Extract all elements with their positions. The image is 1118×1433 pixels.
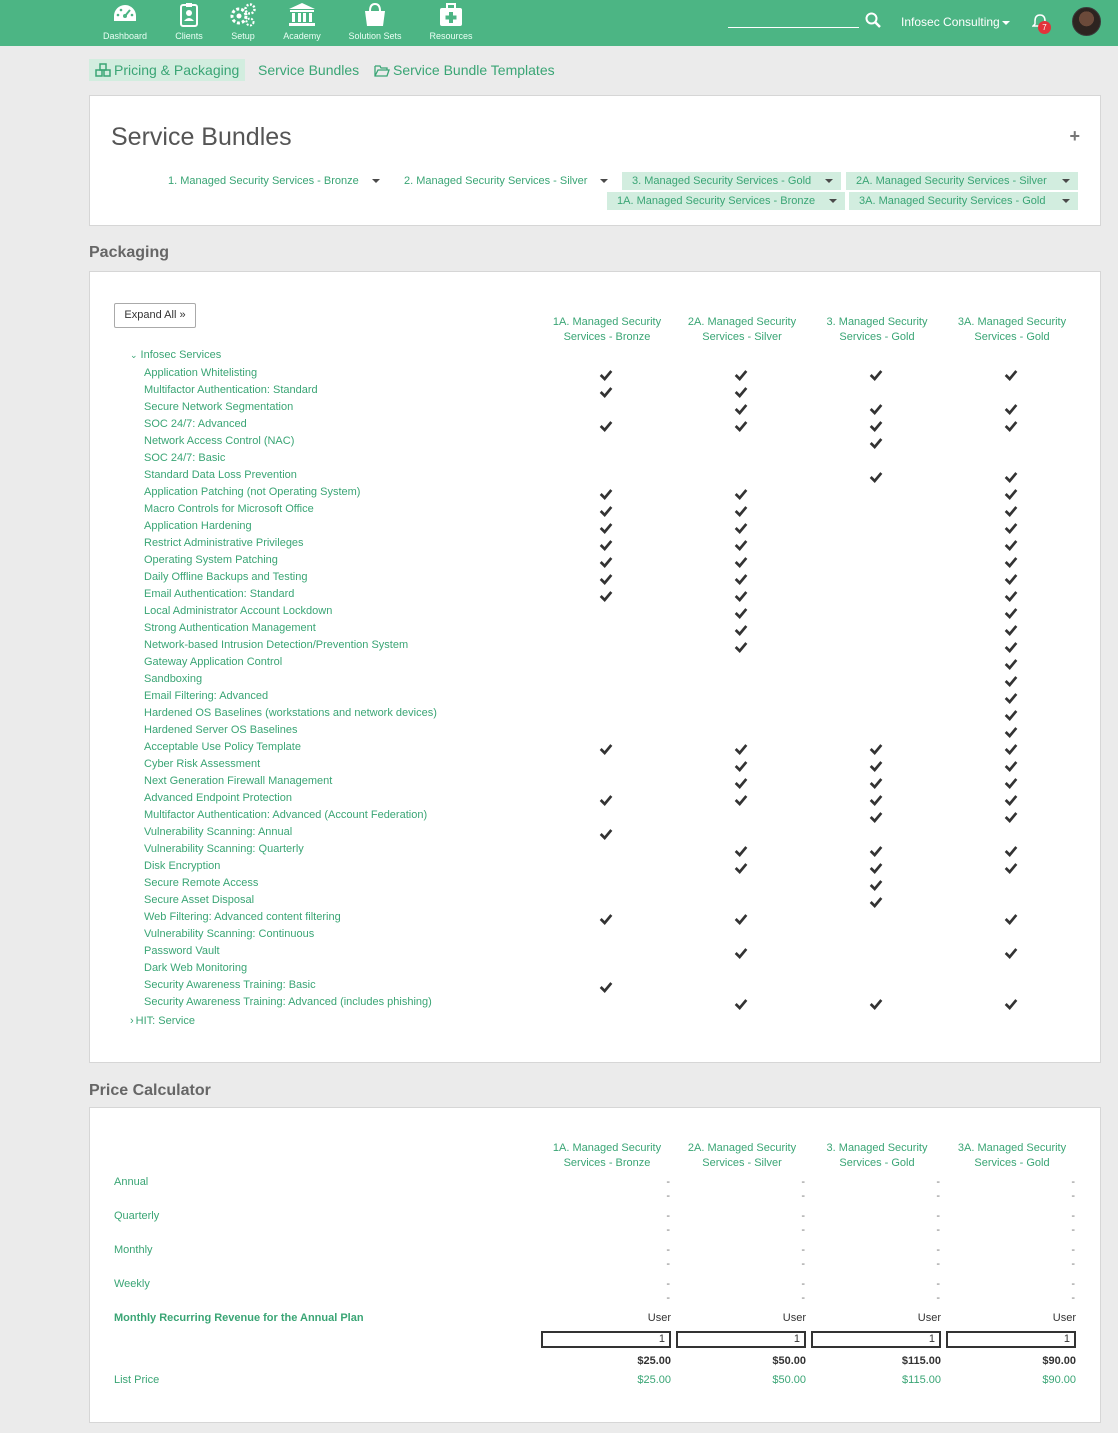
nav-dashboard-label: Dashboard: [102, 31, 148, 41]
check-icon: [1004, 845, 1018, 857]
nav-solution-sets-label: Solution Sets: [348, 31, 402, 41]
chevron-down-icon: ⌄: [130, 350, 138, 360]
bundle-chip-label: 3. Managed Security Services - Gold: [632, 175, 812, 187]
check-icon: [734, 947, 748, 959]
empty-price-cell: -: [936, 1224, 940, 1236]
company-dropdown[interactable]: [901, 15, 1010, 29]
empty-price-cell: -: [1071, 1258, 1075, 1270]
nav-setup-label: Setup: [231, 31, 255, 41]
empty-price-cell: -: [1071, 1210, 1075, 1222]
mrr-label: Monthly Recurring Revenue for the Annual Plan: [114, 1312, 364, 1324]
check-icon: [1004, 607, 1018, 619]
column-header: 2A. Managed Security Services - Silver: [687, 316, 797, 343]
column-header: 2A. Managed Security Services - Silver: [687, 1142, 797, 1169]
check-icon: [734, 369, 748, 381]
empty-price-cell: -: [666, 1278, 670, 1290]
feature-row-label[interactable]: Restrict Administrative Privileges: [144, 537, 304, 549]
feature-row-label[interactable]: Advanced Endpoint Protection: [144, 792, 292, 804]
check-icon: [599, 369, 613, 381]
check-icon: [1004, 624, 1018, 636]
feature-row-label[interactable]: Application Whitelisting: [144, 367, 258, 379]
bundle-chip-selected[interactable]: [846, 172, 1078, 190]
check-icon: [1004, 709, 1018, 721]
check-icon: [1004, 539, 1018, 551]
check-icon: [1004, 556, 1018, 568]
empty-price-cell: -: [936, 1278, 940, 1290]
check-icon: [1004, 471, 1018, 483]
list-price-label: List Price: [114, 1374, 160, 1386]
list-price: $25.00: [637, 1374, 671, 1386]
list-price: $115.00: [902, 1374, 941, 1386]
empty-price-cell: -: [666, 1258, 670, 1270]
empty-price-cell: -: [801, 1224, 805, 1236]
chevron-down-icon[interactable]: [600, 179, 608, 183]
check-icon: [869, 420, 883, 432]
top-navbar: [0, 0, 1118, 46]
check-icon: [869, 998, 883, 1010]
check-icon: [1004, 913, 1018, 925]
check-icon: [869, 369, 883, 381]
check-icon: [1004, 692, 1018, 704]
price-calculator-panel: [89, 1107, 1101, 1423]
feature-row-label[interactable]: Secure Network Segmentation: [144, 401, 294, 413]
check-icon: [869, 760, 883, 772]
period-weekly: Weekly: [114, 1278, 150, 1290]
check-icon: [734, 777, 748, 789]
total-price: $50.00: [772, 1355, 806, 1367]
check-icon: [1004, 794, 1018, 806]
check-icon: [599, 828, 613, 840]
bundle-chip-label: 3A. Managed Security Services - Gold: [859, 195, 1046, 207]
check-icon: [1004, 777, 1018, 789]
unit-label: User: [782, 1312, 806, 1324]
feature-row-label[interactable]: Application Patching (not Operating System): [144, 486, 361, 498]
bundle-chip[interactable]: [158, 172, 388, 190]
check-icon: [1004, 522, 1018, 534]
empty-price-cell: -: [936, 1258, 940, 1270]
tab-pricing-label: Pricing & Packaging: [114, 62, 240, 78]
packaging-panel: [89, 271, 1101, 1063]
check-icon: [1004, 369, 1018, 381]
feature-row-label[interactable]: Vulnerability Scanning: Continuous: [144, 928, 315, 940]
packaging-heading: Packaging: [89, 244, 170, 261]
check-icon: [1004, 403, 1018, 415]
folder-open-icon: [374, 64, 390, 77]
check-icon: [869, 743, 883, 755]
check-icon: [869, 862, 883, 874]
empty-price-cell: -: [936, 1190, 940, 1202]
academy-icon: [288, 2, 316, 28]
check-icon: [599, 420, 613, 432]
period-quarterly: Quarterly: [114, 1210, 160, 1222]
bundle-chip-selected[interactable]: [607, 192, 845, 210]
tab-pricing-packaging[interactable]: [89, 59, 245, 81]
empty-price-cell: -: [936, 1176, 940, 1188]
feature-row-label[interactable]: Standard Data Loss Prevention: [144, 469, 297, 481]
check-icon: [734, 760, 748, 772]
unit-label: User: [647, 1312, 671, 1324]
avatar[interactable]: [1072, 7, 1101, 36]
column-header: 1A. Managed Security Services - Bronze: [552, 1142, 662, 1169]
check-icon: [1004, 675, 1018, 687]
feature-row-label[interactable]: Gateway Application Control: [144, 656, 283, 668]
total-price: $90.00: [1042, 1355, 1076, 1367]
unit-label: User: [917, 1312, 941, 1324]
check-icon: [599, 488, 613, 500]
feature-row-label[interactable]: Vulnerability Scanning: Annual: [144, 826, 293, 838]
check-icon: [869, 437, 883, 449]
nav-resources[interactable]: [411, 0, 491, 46]
column-header: 3A. Managed Security Services - Gold: [957, 316, 1067, 343]
check-icon: [734, 743, 748, 755]
feature-row-label[interactable]: Hardened Server OS Baselines: [144, 724, 298, 736]
empty-price-cell: -: [666, 1210, 670, 1222]
check-icon: [1004, 743, 1018, 755]
add-bundle-button[interactable]: +: [1069, 126, 1080, 146]
service-bundles-panel: [89, 95, 1101, 226]
setup-icon: [229, 2, 257, 28]
bundle-chip[interactable]: [394, 172, 616, 190]
empty-price-cell: -: [936, 1210, 940, 1222]
check-icon: [734, 522, 748, 534]
feature-row-label[interactable]: Vulnerability Scanning: Quarterly: [144, 843, 304, 855]
check-icon: [599, 386, 613, 398]
tab-templates-label: Service Bundle Templates: [393, 62, 555, 78]
list-price: $50.00: [772, 1374, 806, 1386]
resources-icon: [438, 2, 464, 28]
check-icon: [869, 811, 883, 823]
check-icon: [599, 590, 613, 602]
check-icon: [1004, 811, 1018, 823]
feature-row-label[interactable]: Secure Asset Disposal: [144, 894, 255, 906]
nav-academy[interactable]: [262, 0, 342, 46]
feature-row-label[interactable]: Web Filtering: Advanced content filtering: [144, 911, 341, 923]
check-icon: [1004, 590, 1018, 602]
check-icon: [734, 794, 748, 806]
check-icon: [734, 386, 748, 398]
price-calculator-heading: Price Calculator: [89, 1082, 211, 1099]
check-icon: [1004, 573, 1018, 585]
bundle-chip-label: 1A. Managed Security Services - Bronze: [617, 195, 816, 207]
feature-row-label[interactable]: Network Access Control (NAC): [144, 435, 295, 447]
check-icon: [734, 998, 748, 1010]
feature-row-label[interactable]: Secure Remote Access: [144, 877, 259, 889]
empty-price-cell: -: [666, 1224, 670, 1236]
check-icon: [869, 879, 883, 891]
tab-service-bundles[interactable]: [252, 59, 365, 81]
expand-all-button[interactable]: Expand All »: [114, 303, 196, 328]
check-icon: [734, 488, 748, 500]
check-icon: [1004, 420, 1018, 432]
solution-sets-icon: [362, 2, 388, 28]
feature-row-label[interactable]: Password Vault: [144, 945, 220, 957]
dashboard-icon: [112, 2, 138, 26]
check-icon: [734, 590, 748, 602]
page-title: Service Bundles: [111, 123, 292, 151]
check-icon: [599, 522, 613, 534]
feature-row-label[interactable]: Macro Controls for Microsoft Office: [144, 503, 314, 515]
check-icon: [1004, 998, 1018, 1010]
feature-row-label[interactable]: Email Filtering: Advanced: [144, 690, 269, 702]
check-icon: [1004, 726, 1018, 738]
list-price: $90.00: [1042, 1374, 1076, 1386]
empty-price-cell: -: [666, 1244, 670, 1256]
check-icon: [599, 573, 613, 585]
check-icon: [1004, 505, 1018, 517]
check-icon: [869, 896, 883, 908]
feature-row-label[interactable]: Disk Encryption: [144, 860, 221, 872]
check-icon: [1004, 641, 1018, 653]
empty-price-cell: -: [666, 1176, 670, 1188]
check-icon: [734, 420, 748, 432]
chevron-down-icon[interactable]: [829, 199, 837, 203]
check-icon: [599, 743, 613, 755]
feature-row-label[interactable]: Multifactor Authentication: Advanced (Account Federation): [144, 809, 428, 821]
period-annual: Annual: [114, 1176, 149, 1188]
feature-row-label[interactable]: Multifactor Authentication: Standard: [144, 384, 318, 396]
check-icon: [734, 539, 748, 551]
feature-row-label[interactable]: Cyber Risk Assessment: [144, 758, 261, 770]
empty-price-cell: -: [1071, 1278, 1075, 1290]
empty-price-cell: -: [1071, 1244, 1075, 1256]
empty-price-cell: -: [936, 1244, 940, 1256]
cubes-icon: [95, 63, 111, 77]
check-icon: [869, 845, 883, 857]
check-icon: [599, 539, 613, 551]
column-header: 3A. Managed Security Services - Gold: [957, 1142, 1067, 1169]
empty-price-cell: -: [1071, 1224, 1075, 1236]
nav-academy-label: Academy: [283, 31, 321, 41]
bundle-chip-selected[interactable]: [849, 192, 1078, 210]
feature-row-label[interactable]: Operating System Patching: [144, 554, 278, 566]
bundle-chip-label: 2. Managed Security Services - Silver: [404, 175, 588, 187]
group-hit-service[interactable]: [130, 1015, 195, 1027]
search-icon[interactable]: [865, 12, 881, 28]
column-header: 3. Managed Security Services - Gold: [826, 1142, 928, 1169]
check-icon: [734, 641, 748, 653]
check-icon: [1004, 658, 1018, 670]
check-icon: [599, 981, 613, 993]
quantity-input[interactable]: 1: [676, 1331, 806, 1348]
check-icon: [1004, 862, 1018, 874]
empty-price-cell: -: [801, 1258, 805, 1270]
feature-row-label[interactable]: Local Administrator Account Lockdown: [144, 605, 333, 617]
chevron-down-icon[interactable]: [1062, 179, 1070, 183]
empty-price-cell: -: [801, 1210, 805, 1222]
group-label: Infosec Services: [140, 349, 222, 361]
check-icon: [734, 505, 748, 517]
feature-row-label[interactable]: Security Awareness Training: Advanced (includes phishing): [144, 996, 432, 1008]
empty-price-cell: -: [801, 1176, 805, 1188]
feature-row-label[interactable]: SOC 24/7: Advanced: [144, 418, 247, 430]
check-icon: [734, 862, 748, 874]
feature-row-label[interactable]: Next Generation Firewall Management: [144, 775, 333, 787]
chevron-down-icon[interactable]: [1062, 199, 1070, 203]
group-label: HIT: Service: [135, 1015, 195, 1027]
check-icon: [734, 624, 748, 636]
empty-price-cell: -: [666, 1292, 670, 1304]
period-monthly: Monthly: [114, 1244, 153, 1256]
group-infosec-services[interactable]: [130, 349, 221, 361]
check-icon: [734, 403, 748, 415]
empty-price-cell: -: [666, 1190, 670, 1202]
company-name: Infosec Consulting: [901, 15, 1000, 29]
feature-row-label[interactable]: Network-based Intrusion Detection/Prevention System: [144, 639, 409, 651]
bundle-chip-label: 2A. Managed Security Services - Silver: [856, 175, 1047, 187]
check-icon: [599, 556, 613, 568]
feature-row-label[interactable]: Sandboxing: [144, 673, 203, 685]
check-icon: [734, 913, 748, 925]
check-icon: [734, 845, 748, 857]
empty-price-cell: -: [801, 1278, 805, 1290]
check-icon: [734, 607, 748, 619]
tab-bundles-label: Service Bundles: [258, 62, 360, 78]
unit-label: User: [1052, 1312, 1076, 1324]
column-header: 3. Managed Security Services - Gold: [826, 316, 928, 343]
feature-row-label[interactable]: Application Hardening: [144, 520, 252, 532]
search-input[interactable]: [728, 27, 859, 28]
check-icon: [734, 556, 748, 568]
nav-clients-label: Clients: [175, 31, 203, 41]
feature-row-label[interactable]: SOC 24/7: Basic: [144, 452, 226, 464]
quantity-input[interactable]: 1: [946, 1331, 1076, 1348]
empty-price-cell: -: [801, 1244, 805, 1256]
empty-price-cell: -: [1071, 1176, 1075, 1188]
empty-price-cell: -: [801, 1190, 805, 1202]
feature-row-label[interactable]: Strong Authentication Management: [144, 622, 316, 634]
feature-row-label[interactable]: Email Authentication: Standard: [144, 588, 295, 600]
check-icon: [869, 471, 883, 483]
empty-price-cell: -: [801, 1292, 805, 1304]
total-price: $25.00: [637, 1355, 671, 1367]
check-icon: [869, 403, 883, 415]
quantity-input[interactable]: 1: [811, 1331, 941, 1348]
check-icon: [869, 777, 883, 789]
bundle-chip-selected[interactable]: [622, 172, 841, 190]
check-icon: [599, 505, 613, 517]
notification-badge: 7: [1038, 21, 1051, 34]
quantity-input[interactable]: 1: [541, 1331, 671, 1348]
check-icon: [869, 794, 883, 806]
feature-row-label[interactable]: Hardened OS Baselines (workstations and network devices): [144, 707, 437, 719]
check-icon: [599, 913, 613, 925]
chevron-down-icon[interactable]: [372, 179, 380, 183]
check-icon: [734, 573, 748, 585]
feature-row-label[interactable]: Daily Offline Backups and Testing: [144, 571, 308, 583]
clients-icon: [178, 2, 200, 28]
check-icon: [1004, 488, 1018, 500]
chevron-right-icon: ›: [130, 1015, 134, 1027]
nav-solution-sets[interactable]: [335, 0, 415, 46]
nav-resources-label: Resources: [429, 31, 473, 41]
chevron-down-icon[interactable]: [825, 179, 833, 183]
empty-price-cell: -: [1071, 1292, 1075, 1304]
bundle-chip-label: 1. Managed Security Services - Bronze: [168, 175, 359, 187]
check-icon: [1004, 760, 1018, 772]
tab-service-bundle-templates[interactable]: [368, 59, 561, 81]
feature-row-label[interactable]: Dark Web Monitoring: [144, 962, 248, 974]
check-icon: [599, 794, 613, 806]
feature-row-label[interactable]: Acceptable Use Policy Template: [144, 741, 301, 753]
empty-price-cell: -: [936, 1292, 940, 1304]
chevron-down-icon: [1002, 21, 1010, 25]
feature-row-label[interactable]: Security Awareness Training: Basic: [144, 979, 316, 991]
column-header: 1A. Managed Security Services - Bronze: [552, 316, 662, 343]
check-icon: [1004, 947, 1018, 959]
empty-price-cell: -: [1071, 1190, 1075, 1202]
total-price: $115.00: [901, 1355, 941, 1367]
